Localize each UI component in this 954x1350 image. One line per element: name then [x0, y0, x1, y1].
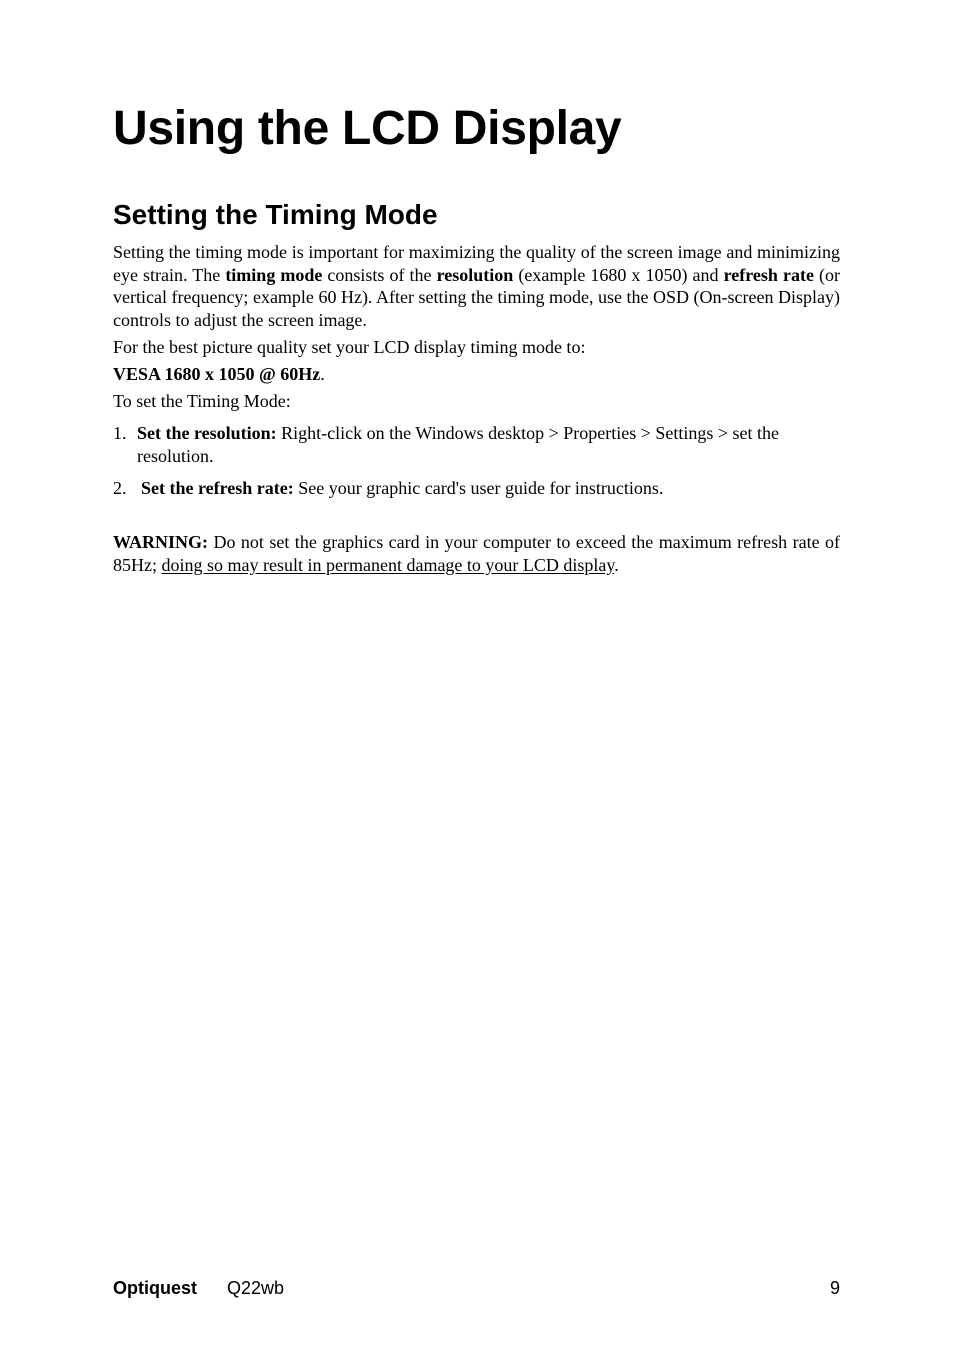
list-item-body — [137, 422, 840, 467]
page-number: 9 — [829, 1278, 840, 1298]
intro-bold-resolution: resolution — [436, 264, 514, 285]
warning-underlined-text: doing so may result in permanent damage to your LCD display — [161, 554, 615, 575]
intro-paragraph — [113, 241, 840, 331]
list-item-label: Set the resolution: — [137, 423, 277, 443]
warning-text: Do not set the graphics card in your computer to exceed the maximum refresh rate of 85Hz; — [113, 532, 840, 575]
list-number: 2. — [113, 478, 127, 498]
vesa-mode-value: VESA 1680 x 1050 @ 60Hz — [113, 364, 321, 384]
intro-text-4: (or vertical frequency; example 60 Hz). After setting the timing mode, use the OSD (On-screen Display) controls to adjust the screen image. — [113, 264, 840, 330]
footer-model: Q22wb — [227, 1278, 285, 1298]
warning-paragraph — [113, 531, 840, 576]
intro-bold-timing-mode: timing mode — [225, 264, 323, 285]
best-quality-line: For the best picture quality set your LCD display timing mode to: — [113, 337, 586, 357]
page-title: Using the LCD Display — [113, 102, 622, 155]
intro-bold-refresh-rate: refresh rate — [723, 264, 814, 285]
list-item-set-refresh-rate — [113, 477, 840, 500]
page-footer — [113, 1276, 840, 1300]
warning-period: . — [614, 554, 619, 575]
list-item-label: Set the refresh rate: — [141, 478, 294, 498]
to-set-line: To set the Timing Mode: — [113, 391, 291, 411]
intro-text-3: (example 1680 x 1050) and — [513, 264, 724, 285]
list-item-body — [141, 477, 844, 500]
vesa-mode-period: . — [320, 364, 325, 384]
list-number: 1. — [113, 423, 127, 443]
list-item-text: See your graphic card's user guide for instructions. — [293, 478, 664, 498]
list-item-set-resolution — [113, 422, 840, 468]
warning-label: WARNING: — [113, 532, 209, 552]
vesa-mode-line — [113, 363, 325, 386]
intro-text-1: Setting the timing mode is important for maximizing the quality of the screen image and minimizing eye strain. The — [113, 242, 840, 285]
section-heading: Setting the Timing Mode — [113, 199, 438, 230]
intro-text-2: consists of the — [322, 264, 437, 285]
footer-brand: Optiquest — [113, 1278, 197, 1298]
list-item-text: Right-click on the Windows desktop > Properties > Settings > set the resolution. — [137, 423, 780, 466]
